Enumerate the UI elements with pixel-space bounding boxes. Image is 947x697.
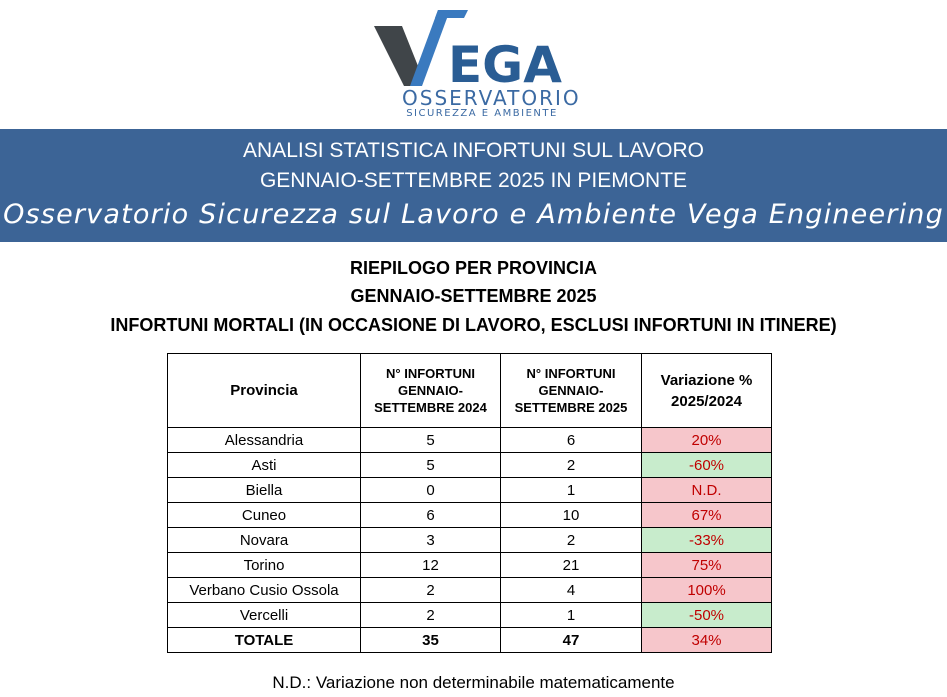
cell-2024: 3: [361, 528, 501, 553]
cell-2025: 6: [501, 428, 642, 453]
banner-line3: Osservatorio Sicurezza sul Lavoro e Ambiente Vega Engineering: [3, 199, 944, 230]
cell-provincia: Vercelli: [168, 603, 361, 628]
table-row: [168, 553, 772, 578]
header-2024-line3: SETTEMBRE 2024: [374, 400, 487, 415]
cell-2025: 1: [501, 603, 642, 628]
cell-2024: 2: [361, 578, 501, 603]
logo-line1: OSSERVATORIO: [402, 86, 581, 110]
header-2025-line1: N° INFORTUNI: [526, 366, 616, 381]
cell-provincia: Biella: [168, 478, 361, 503]
cell-provincia: Cuneo: [168, 503, 361, 528]
cell-2025: 21: [501, 553, 642, 578]
table-row: [168, 603, 772, 628]
cell-2024: 5: [361, 453, 501, 478]
cell-2024: 2: [361, 603, 501, 628]
table-row: [168, 528, 772, 553]
cell-2024: 0: [361, 478, 501, 503]
cell-provincia: Verbano Cusio Ossola: [168, 578, 361, 603]
header-2025-line3: SETTEMBRE 2025: [514, 400, 628, 415]
cell-2024: 12: [361, 553, 501, 578]
cell-provincia: Torino: [168, 553, 361, 578]
cell-2025: 2: [501, 453, 642, 478]
cell-provincia: Asti: [168, 453, 361, 478]
title-banner: [0, 129, 947, 242]
table-row: [168, 453, 772, 478]
cell-variazione: 20%: [642, 428, 772, 453]
table-header-row: [168, 354, 772, 428]
logo-line2: SICUREZZA E AMBIENTE: [406, 108, 558, 119]
table-row: [168, 578, 772, 603]
cell-variazione: -50%: [642, 603, 772, 628]
header-variazione-line2: 2025/2024: [671, 392, 742, 410]
cell-provincia: Alessandria: [168, 428, 361, 453]
cell-variazione: 100%: [642, 578, 772, 603]
banner-line1: ANALISI STATISTICA INFORTUNI SUL LAVORO: [243, 139, 704, 162]
cell-2024: 35: [361, 628, 501, 653]
cell-variazione: 75%: [642, 553, 772, 578]
cell-2024: 5: [361, 428, 501, 453]
banner-line2: GENNAIO-SETTEMBRE 2025 IN PIEMONTE: [259, 169, 688, 192]
table-row: [168, 478, 772, 503]
table-row: [168, 428, 772, 453]
header-2024: [361, 354, 501, 428]
cell-variazione: -60%: [642, 453, 772, 478]
table-total-row: [168, 628, 772, 653]
header-2024-line2: GENNAIO-: [398, 383, 463, 398]
heading-subject: INFORTUNI MORTALI (IN OCCASIONE DI LAVORO, ESCLUSI INFORTUNI IN ITINERE): [110, 315, 837, 335]
header-variazione-line1: Variazione %: [660, 371, 753, 389]
logo-brand: EGA: [448, 36, 562, 86]
cell-variazione: -33%: [642, 528, 772, 553]
heading-period: GENNAIO-SETTEMBRE 2025: [350, 286, 597, 306]
header-2025: [501, 354, 642, 428]
cell-provincia: Novara: [168, 528, 361, 553]
header-variazione: [642, 354, 772, 428]
heading-riepilogo: RIEPILOGO PER PROVINCIA: [349, 258, 598, 278]
cell-provincia: TOTALE: [168, 628, 361, 653]
footnote: N.D.: Variazione non determinabile matematicamente: [272, 673, 675, 692]
cell-2025: 2: [501, 528, 642, 553]
vega-logo-mark: [372, 6, 572, 86]
header-2024-line1: N° INFORTUNI: [386, 366, 475, 381]
vega-logo: [372, 6, 581, 124]
table-row: [168, 503, 772, 528]
header-provincia: Provincia: [168, 354, 361, 428]
cell-2025: 1: [501, 478, 642, 503]
cell-2025: 10: [501, 503, 642, 528]
summary-table: [167, 353, 772, 653]
cell-variazione: 34%: [642, 628, 772, 653]
table-body: [168, 428, 772, 653]
cell-2024: 6: [361, 503, 501, 528]
cell-2025: 4: [501, 578, 642, 603]
cell-variazione: N.D.: [642, 478, 772, 503]
cell-2025: 47: [501, 628, 642, 653]
cell-variazione: 67%: [642, 503, 772, 528]
header-2025-line2: GENNAIO-: [538, 383, 604, 398]
